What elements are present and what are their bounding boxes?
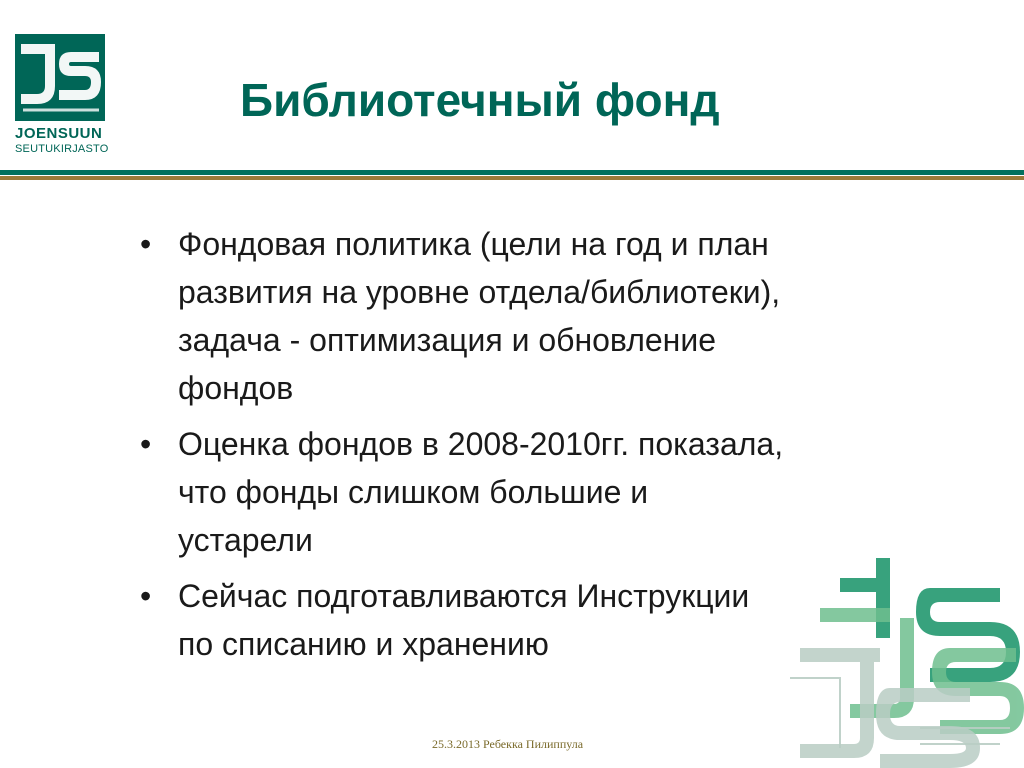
bullet-line: фондов: [178, 370, 294, 406]
bullet-text: [178, 220, 940, 412]
bullet-text: [178, 572, 940, 668]
divider-green: [0, 170, 1024, 175]
bullet-text: [178, 420, 940, 564]
bullet-line: Фондовая политика (цели на год и план: [178, 226, 769, 262]
bullet-item: [140, 420, 940, 564]
slide-footer: 25.3.2013 Ребекка Пилиппула: [432, 737, 584, 751]
bullet-line: что фонды слишком большие и: [178, 474, 649, 510]
js-logo-icon: [15, 34, 105, 121]
bullet-line: устарели: [178, 522, 313, 558]
bullet-item: [140, 572, 940, 668]
logo-line-2: SEUTUKIRJASTO: [15, 143, 109, 155]
slide-title: Библиотечный фонд: [240, 74, 720, 126]
divider-gold: [0, 176, 1024, 180]
bullet-item: [140, 220, 940, 412]
library-logo: [15, 34, 107, 159]
bullet-line: Сейчас подготавливаются Инструкции: [178, 578, 750, 614]
logo-line-1: JOENSUUN: [15, 125, 103, 142]
bullet-marker: •: [140, 578, 152, 614]
bullet-marker: •: [140, 226, 152, 262]
bullet-marker: •: [140, 426, 152, 462]
bullet-line: задача - оптимизация и обновление: [178, 322, 716, 358]
bullet-line: по списанию и хранению: [178, 626, 549, 662]
bullet-list: [140, 220, 940, 676]
bullet-line: развития на уровне отдела/библиотеки),: [178, 274, 781, 310]
bullet-line: Оценка фондов в 2008-2010гг. показала,: [178, 426, 784, 462]
